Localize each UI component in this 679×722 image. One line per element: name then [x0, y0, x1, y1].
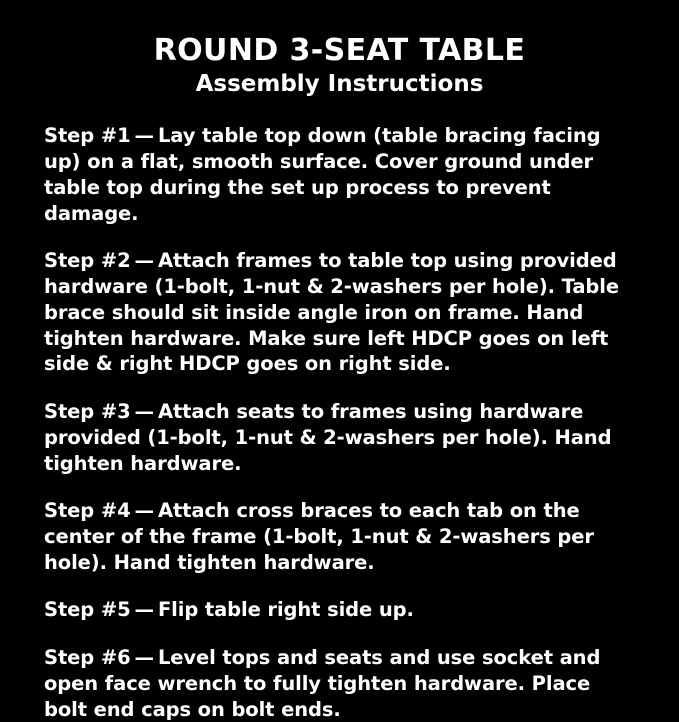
step-text: Level tops and seats and use socket and open face wrench to fully tighten hardware. Place bolt end caps on bolt ends.	[44, 646, 601, 721]
page-title: ROUND 3-SEAT TABLE	[153, 33, 526, 68]
step-dash: —	[134, 598, 154, 622]
step-item	[44, 248, 635, 377]
step-item	[44, 645, 635, 722]
step-dash: —	[134, 249, 154, 273]
step-label: Step #2	[44, 249, 131, 273]
step-text: Flip table right side up.	[157, 598, 414, 622]
step-item	[44, 123, 635, 226]
step-label: Step #1	[44, 124, 131, 148]
step-item	[44, 399, 635, 476]
step-dash: —	[134, 499, 154, 523]
step-text: Attach cross braces to each tab on the center of the frame (1-bolt, 1-nut & 2-washers per hole). Hand tighten hardware.	[44, 499, 594, 574]
page-subtitle: Assembly Instructions	[195, 71, 484, 97]
step-dash: —	[134, 400, 154, 424]
step-label: Step #3	[44, 400, 131, 424]
step-text: Attach frames to table top using provided hardware (1-bolt, 1-nut & 2-washers per hole). Table brace should sit inside angle iron on frame. Hand tighten hardware. Make sure left HDCP goes on left side & right HDCP goes on right side.	[44, 249, 619, 376]
steps-list	[44, 123, 635, 722]
step-label: Step #4	[44, 499, 131, 523]
step-label: Step #6	[44, 646, 131, 670]
step-dash: —	[134, 124, 154, 148]
step-item	[44, 597, 635, 623]
step-text: Lay table top down (table bracing facing up) on a flat, smooth surface. Cover ground under table top during the set up process to prevent damage.	[44, 124, 601, 225]
step-label: Step #5	[44, 598, 131, 622]
step-text: Attach seats to frames using hardware provided (1-bolt, 1-nut & 2-washers per hole). Hand tighten hardware.	[44, 400, 612, 475]
step-dash: —	[134, 646, 154, 670]
step-item	[44, 498, 635, 575]
